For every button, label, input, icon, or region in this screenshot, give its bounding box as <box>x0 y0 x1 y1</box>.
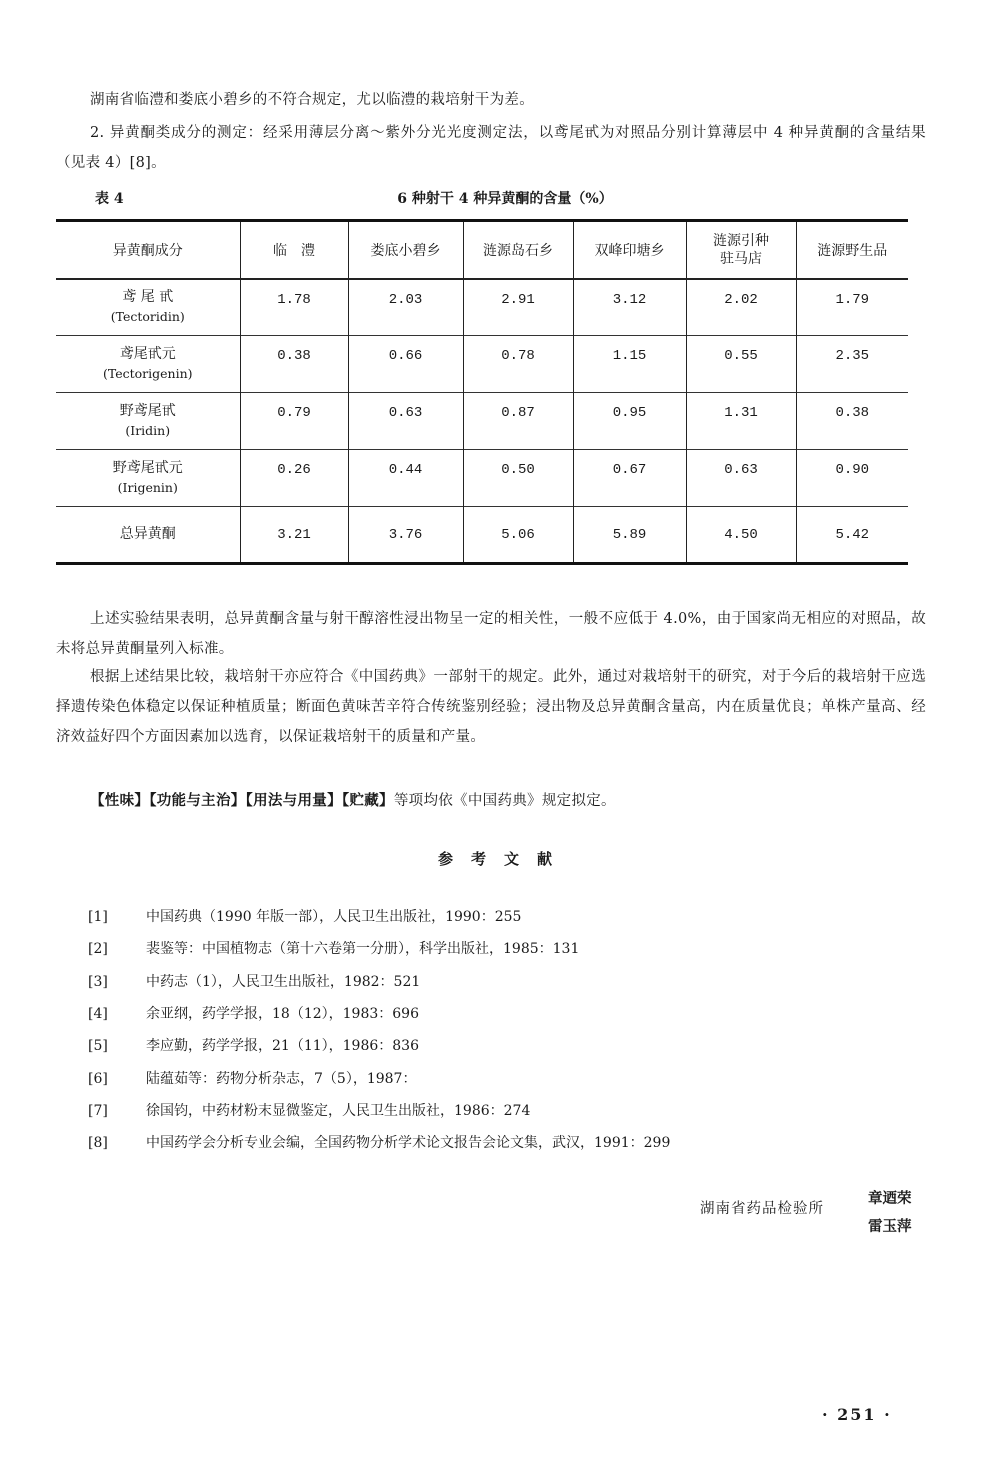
reference-number: [6] <box>88 1070 108 1087</box>
value-cell: 3.76 <box>348 507 463 564</box>
reference-text: 中国药学会分析专业会编，全国药物分析学术论文报告会论文集，武汉，1991：299 <box>146 1135 671 1152</box>
reference-text: 中国药典（1990 年版一部），人民卫生出版社，1990：255 <box>146 909 522 925</box>
component-name-cn: 鸢 尾 甙 <box>122 289 174 306</box>
value-cell: 0.63 <box>348 393 463 450</box>
value-cell: 0.55 <box>686 336 796 393</box>
value-cell: 1.31 <box>686 393 796 450</box>
header-linli: 临 澧 <box>240 221 348 279</box>
component-name-cn: 野鸢尾甙元 <box>112 460 183 476</box>
reference-item <box>88 906 521 928</box>
reference-item <box>88 1100 530 1122</box>
value-cell: 3.12 <box>573 279 686 336</box>
value-cell: 2.35 <box>796 336 908 393</box>
results-paragraph: 上述实验结果表明，总异黄酮含量与射干醇溶性浸出物呈一定的相关性，一般不应低于 4.0%，由于国家尚无相应的对照品，故未将总异黄酮量列入标准。 <box>56 611 926 657</box>
reference-number: [2] <box>88 941 108 958</box>
reference-number: [3] <box>88 973 108 990</box>
value-cell: 4.50 <box>686 507 796 564</box>
references-title: 参考文献 <box>437 850 570 868</box>
reference-item <box>88 971 420 993</box>
page-number: · 251 · <box>822 1405 892 1424</box>
affiliation: 湖南省药品检验所 <box>700 1201 824 1217</box>
reference-number: [8] <box>88 1135 108 1152</box>
value-cell: 3.21 <box>240 507 348 564</box>
component-name-cell <box>56 450 240 507</box>
component-name-cn: 总异黄酮 <box>119 526 176 542</box>
value-cell: 5.89 <box>573 507 686 564</box>
reference-number: [7] <box>88 1102 108 1119</box>
table-row <box>56 279 908 336</box>
reference-item <box>88 1003 419 1025</box>
component-name-en: (Irigenin) <box>117 480 178 495</box>
value-cell: 2.03 <box>348 279 463 336</box>
reference-text: 李应勤，药学学报，21（11），1986：836 <box>146 1038 419 1055</box>
component-name-cell <box>56 507 240 564</box>
reference-text: 余亚纲，药学学报，18（12），1983：696 <box>146 1005 419 1022</box>
header-line-1: 涟源引种 <box>713 232 769 249</box>
value-cell: 2.02 <box>686 279 796 336</box>
author: 雷玉萍 <box>868 1218 912 1235</box>
value-cell: 0.38 <box>240 336 348 393</box>
value-cell: 0.87 <box>463 393 573 450</box>
header-lianyuan-zhumadian <box>686 221 796 279</box>
properties-paragraph <box>56 786 926 816</box>
component-name-cn: 鸢尾甙元 <box>119 346 176 362</box>
reference-text: 裴鉴等：中国植物志（第十六卷第一分册），科学出版社，1985：131 <box>146 941 580 958</box>
value-cell: 0.26 <box>240 450 348 507</box>
reference-number: [5] <box>88 1038 108 1055</box>
value-cell: 0.38 <box>796 393 908 450</box>
header-component: 异黄酮成分 <box>56 221 240 279</box>
value-cell: 1.79 <box>796 279 908 336</box>
value-cell: 0.63 <box>686 450 796 507</box>
table-label: 表 4 <box>95 191 124 207</box>
reference-text: 徐国钧，中药材粉末显微鉴定，人民卫生出版社，1986：274 <box>146 1102 531 1119</box>
value-cell: 5.42 <box>796 507 908 564</box>
reference-item <box>88 1068 416 1090</box>
isoflavone-content-table <box>56 219 908 565</box>
reference-number: [4] <box>88 1005 108 1022</box>
properties-text: 等项均依《中国药典》规定拟定。 <box>393 793 616 809</box>
value-cell: 1.15 <box>573 336 686 393</box>
reference-item <box>88 938 579 960</box>
intro-line: 湖南省临澧和娄底小碧乡的不符合规定，尤以临澧的栽培射干为差。 <box>90 92 534 108</box>
value-cell: 0.66 <box>348 336 463 393</box>
header-shuangfeng: 双峰印塘乡 <box>573 221 686 279</box>
table-header-row <box>56 221 908 279</box>
reference-item <box>88 1132 670 1154</box>
author: 章迺荣 <box>868 1190 912 1207</box>
header-lianyuan-daoshi: 涟源岛石乡 <box>463 221 573 279</box>
value-cell: 2.91 <box>463 279 573 336</box>
component-name-cell <box>56 336 240 393</box>
header-loudi: 娄底小碧乡 <box>348 221 463 279</box>
value-cell: 1.78 <box>240 279 348 336</box>
reference-text: 陆蕴茹等：药物分析杂志，7（5），1987： <box>146 1070 417 1087</box>
reference-text: 中药志（1），人民卫生出版社，1982：521 <box>146 973 421 990</box>
conclusion-paragraph: 根据上述结果比较，栽培射干亦应符合《中国药典》一部射干的规定。此外，通过对栽培射干的研究，对于今后的栽培射干应选择遗传染色体稳定以保证种植质量；断面色黄味苦辛符合传统鉴别经验；浸出物及总异黄酮含量高，内在质量优良；单株产量高、经济效益好四个方面因素加以选育，以保证栽培射干的质量和产量。 <box>56 669 926 745</box>
reference-number: [1] <box>88 909 108 925</box>
component-name-en: (Tectoridin) <box>110 309 185 325</box>
reference-item <box>88 1035 419 1057</box>
table-row <box>56 450 908 507</box>
table-title: 6 种射干 4 种异黄酮的含量（%） <box>397 191 613 207</box>
value-cell: 0.95 <box>573 393 686 450</box>
properties-headings: 【性味】【功能与主治】【用法与用量】【贮藏】 <box>90 792 394 809</box>
table-row <box>56 507 908 564</box>
header-line-2: 驻马店 <box>720 250 762 267</box>
value-cell: 0.90 <box>796 450 908 507</box>
component-name-cell <box>56 279 240 336</box>
component-name-cell <box>56 393 240 450</box>
value-cell: 0.67 <box>573 450 686 507</box>
component-name-en: (Tectorigenin) <box>102 366 193 381</box>
value-cell: 0.50 <box>463 450 573 507</box>
component-name-en: (Iridin) <box>125 423 171 438</box>
isoflavone-method-paragraph: 2. 异黄酮类成分的测定：经采用薄层分离～紫外分光光度测定法，以鸢尾甙为对照品分别计算薄层中 4 种异黄酮的含量结果（见表 4）[8]。 <box>56 125 926 171</box>
value-cell: 0.79 <box>240 393 348 450</box>
header-lianyuan-wild: 涟源野生品 <box>796 221 908 279</box>
value-cell: 0.44 <box>348 450 463 507</box>
value-cell: 5.06 <box>463 507 573 564</box>
value-cell: 0.78 <box>463 336 573 393</box>
table-row <box>56 393 908 450</box>
table-row <box>56 336 908 393</box>
component-name-cn: 野鸢尾甙 <box>119 403 176 419</box>
